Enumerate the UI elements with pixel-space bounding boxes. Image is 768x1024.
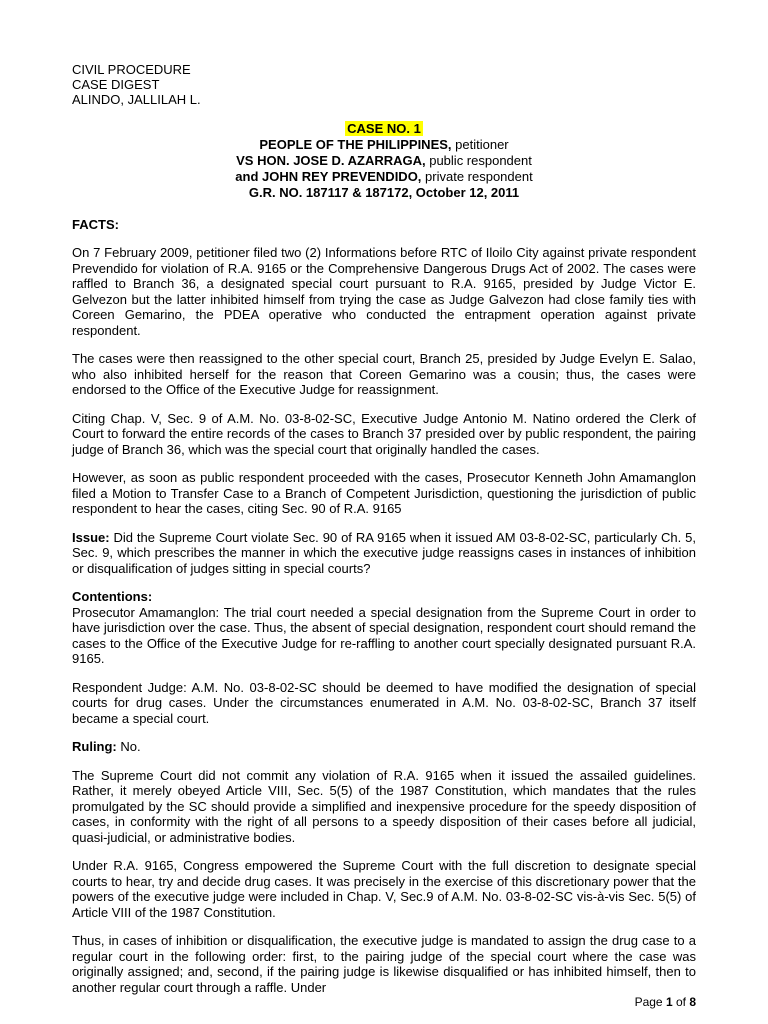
paragraph-ruling-3: Thus, in cases of inhibition or disqualification, the executive judge is mandated to assign the drug case to a regular court in the following order: first, to the pairing judge of the special court where the case was originally assigned; and, second, if the pairing judge is likewise disqualified or has inhibited himself, then to another regular court through a raffle. Under — [72, 933, 696, 995]
gr-number: G.R. NO. 187117 & 187172, October 12, 2011 — [248, 185, 520, 200]
paragraph-ruling-1: The Supreme Court did not commit any violation of R.A. 9165 when it issued the assailed guidelines. Rather, it merely obeyed Article VIII, Sec. 5(5) of the 1987 Constitution, which mandates that the rules promulgated by the SC should provide a simplified and inexpensive procedure for the speedy disposition of cases, in conformity with the right of all persons to a speedy disposition of their cases before all judicial, quasi-judicial, or administrative bodies. — [72, 767, 696, 845]
ruling-label: Ruling: — [72, 739, 117, 754]
issue-label: Issue: — [72, 529, 110, 545]
party-private-respondent: and JOHN REY PREVENDIDO, private respondent — [235, 169, 533, 184]
paragraph-facts-4: However, as soon as public respondent proceeded with the cases, Prosecutor Kenneth John Amamanglon filed a Motion to Transfer Case to a Branch of Competent Jurisdiction, questioning the jurisdiction of public respondent to hear the cases, citing Sec. 90 of R.A. 9165 — [72, 470, 696, 516]
header-subject: CIVIL PROCEDURE — [72, 62, 191, 77]
page-number: 1 — [665, 995, 673, 1009]
case-title-block — [72, 121, 696, 201]
paragraph-prosecutor-contention: Prosecutor Amamanglon: The trial court needed a special designation from the Supreme Court in order to have jurisdiction over the case. Thus, the absent of special designation, respondent court should remand the cases to the Office of the Executive Judge for re-raffling to another court specially designated pursuant R.A. 9165. — [72, 604, 696, 666]
paragraph-facts-2: The cases were then reassigned to the other special court, Branch 25, presided by Judge Evelyn E. Salao, who also inhibited herself for the reason that Coreen Gemarino was a cousin; thus, the cases were endorsed to the Office of the Executive Judge for reassignment. — [72, 351, 696, 397]
ruling-paragraph — [72, 739, 696, 755]
ruling-text: No. — [116, 739, 141, 754]
party-public-respondent: VS HON. JOSE D. AZARRAGA, public respondent — [236, 153, 532, 168]
paragraph-judge-contention: Respondent Judge: A.M. No. 03-8-02-SC should be deemed to have modified the designation of special courts for drug cases. Under the circumstances enumerated in A.M. No. 03-8-02-SC, Branch 37 itself became a special court. — [72, 679, 696, 726]
party-petitioner: PEOPLE OF THE PHILIPPINES, petitioner — [259, 137, 509, 152]
page-footer: Page 1 of 8 — [634, 995, 696, 1009]
paragraph-facts-3: Citing Chap. V, Sec. 9 of A.M. No. 03-8-02-SC, Executive Judge Antonio M. Natino ordered the Clerk of Court to forward the entire records of the cases to Branch 37 presided over by public respondent, the pairing judge of Branch 36, which was the special court that originally handled the cases. — [72, 410, 696, 457]
header-author: ALINDO, JALLILAH L. — [72, 92, 201, 107]
paragraph-facts-1: On 7 February 2009, petitioner filed two (2) Informations before RTC of Iloilo City against private respondent Prevendido for violation of R.A. 9165 or the Comprehensive Dangerous Drugs Act of 2002. The cases were raffled to Branch 36, a designated special court pursuant to R.A. 9165, presided by Judge Victor E. Gelvezon but the latter inhibited himself from trying the case as Judge Galvezon had close family ties with Coreen Gemarino, the PDEA operative who conducted the entrapment operation against private respondent. — [72, 245, 696, 338]
page-content — [72, 62, 696, 995]
document-header — [72, 62, 696, 107]
page-total: 8 — [689, 995, 696, 1009]
header-type: CASE DIGEST — [72, 77, 160, 92]
facts-heading: FACTS: — [72, 217, 119, 232]
issue-paragraph — [72, 530, 696, 577]
case-number: CASE NO. 1 — [347, 121, 421, 136]
paragraph-ruling-2: Under R.A. 9165, Congress empowered the Supreme Court with the full discretion to designate special courts to hear, try and decide drug cases. It was precisely in the exercise of this discretionary power that the powers of the executive judge were included in Chap. V, Sec.9 of A.M. No. 03-8-02-SC vis-à-vis Sec. 5(5) of Article VIII of the 1987 Constitution. — [72, 858, 696, 920]
contentions-heading: Contentions: — [72, 589, 153, 604]
issue-text: Did the Supreme Court violate Sec. 90 of RA 9165 when it issued AM 03-8-02-SC, particularly Ch. 5, Sec. 9, which prescribes the manner in which the executive judge reassigns cases in instances of inhibition or disqualification of judges sitting in special courts? — [72, 529, 696, 576]
